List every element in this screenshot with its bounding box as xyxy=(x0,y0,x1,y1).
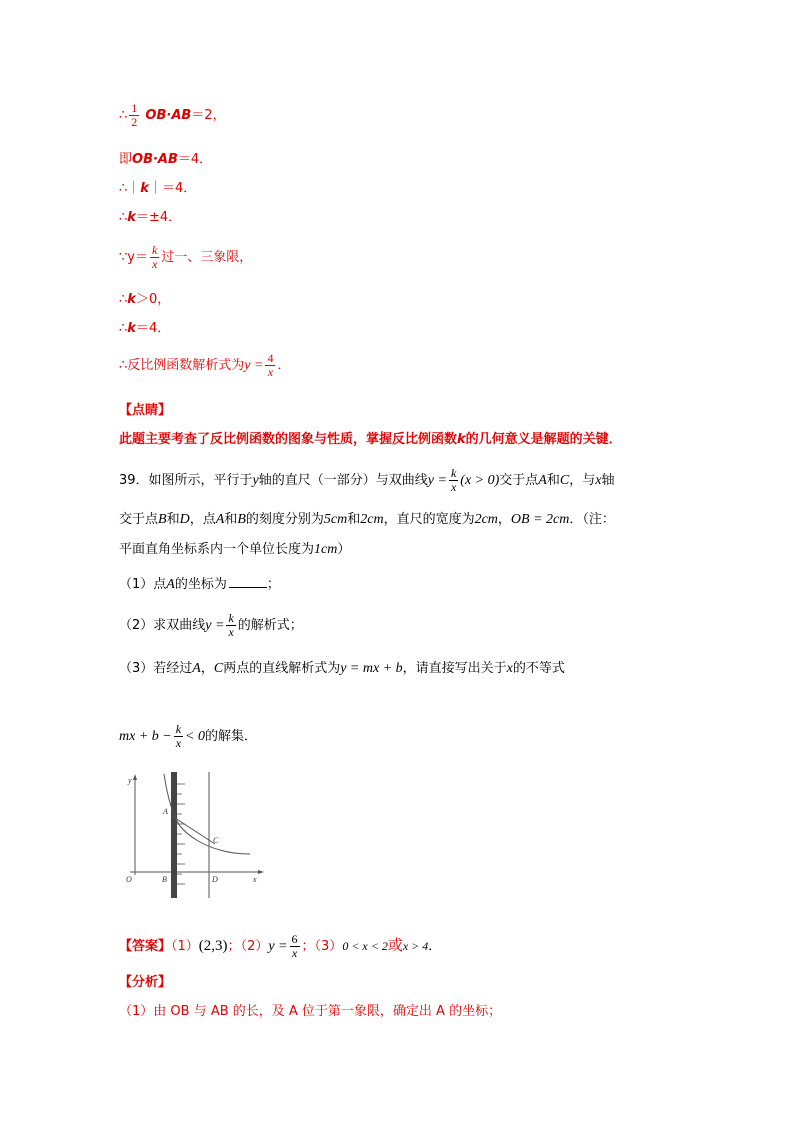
question-1: （1）点A的坐标为 ； xyxy=(119,577,280,592)
fraction-k-over-x: $\frac{k}{x}$ xyxy=(228,611,234,639)
answer-blank xyxy=(229,575,267,588)
solution-line-4: ∴k＝±4． xyxy=(119,210,182,225)
problem-line-2: 交于点B和D，点A和B的刻度分别为5cm和2cm，直尺的宽度为2cm，OB = 2cm．（注： xyxy=(119,512,615,527)
label-B: B xyxy=(162,875,167,884)
solution-line-3: ∴｜k｜＝4． xyxy=(119,181,197,196)
label-C: C xyxy=(213,836,219,845)
solution-line-5: ∵y＝ $\frac{k}{x}$ 过一、三象限， xyxy=(119,243,253,271)
fraction-k-over-x: $\frac{k}{x}$ xyxy=(450,466,457,494)
solution-line-8: ∴反比例函数解析式为y = $\frac{4}{x}$ ． xyxy=(119,351,291,379)
fraction-4-over-x: $\frac{4}{x}$ xyxy=(267,351,274,379)
label-O: O xyxy=(126,875,132,884)
fraction-one-half: $\frac{1}{2}$ xyxy=(131,101,138,129)
answer-line: 【答案】（1）(2,3)；（2）y = $\frac{6}{x}$ ；（3）0 < x < 2或x > 4． xyxy=(119,932,442,960)
solution-line-2: 即OB·AB＝4． xyxy=(119,152,213,167)
label-D: D xyxy=(212,875,218,884)
label-x: x xyxy=(253,875,257,884)
problem-line-1: 39．如图所示，平行于y轴的直尺（一部分）与双曲线y = $\frac{k}{x}$ (x > 0)交于点A和C，与x轴 xyxy=(119,466,615,494)
label-A: A xyxy=(163,807,168,816)
question-3: （3）若经过A，C两点的直线解析式为y = mx + b，请直接写出关于x的不等式 xyxy=(119,661,565,676)
ruler-hyperbola-figure xyxy=(120,770,270,900)
solution-line-7: ∴k＝4． xyxy=(119,321,171,336)
ruler-left-edge xyxy=(171,772,177,898)
solution-line-1: ∴ $\frac{1}{2}$ OB·AB＝2， xyxy=(119,101,226,129)
problem-line-3: 平面直角坐标系内一个单位长度为1cm） xyxy=(119,542,351,557)
solution-line-6: ∴k＞0， xyxy=(119,292,171,307)
dianjing-header: 【点睛】 xyxy=(119,403,172,418)
y-axis-arrow xyxy=(133,774,137,780)
label-y: y xyxy=(128,776,132,785)
fraction-k-over-x: $\frac{k}{x}$ xyxy=(151,243,158,271)
x-axis-arrow xyxy=(258,870,264,874)
dianjing-body: 此题主要考查了反比例函数的图象与性质，掌握反比例函数k的几何意义是解题的关键． xyxy=(119,432,622,447)
ruler-ticks xyxy=(177,784,185,884)
therefore-symbol: ∴ xyxy=(119,108,128,123)
analysis-body: （1）由 OB 与 AB 的长，及 A 位于第一象限，确定出 A 的坐标； xyxy=(119,1004,502,1019)
question-2: （2）求双曲线y = $\frac{k}{x}$ 的解析式； xyxy=(119,611,303,639)
ob-ab-expression: OB·AB xyxy=(145,108,192,123)
question-3-inequality: mx + b − $\frac{k}{x}$ < 0的解集． xyxy=(119,722,258,750)
fraction-6-over-x: $\frac{6}{x}$ xyxy=(291,932,298,960)
fraction-k-over-x: $\frac{k}{x}$ xyxy=(175,722,182,750)
analysis-header: 【分析】 xyxy=(119,975,172,990)
